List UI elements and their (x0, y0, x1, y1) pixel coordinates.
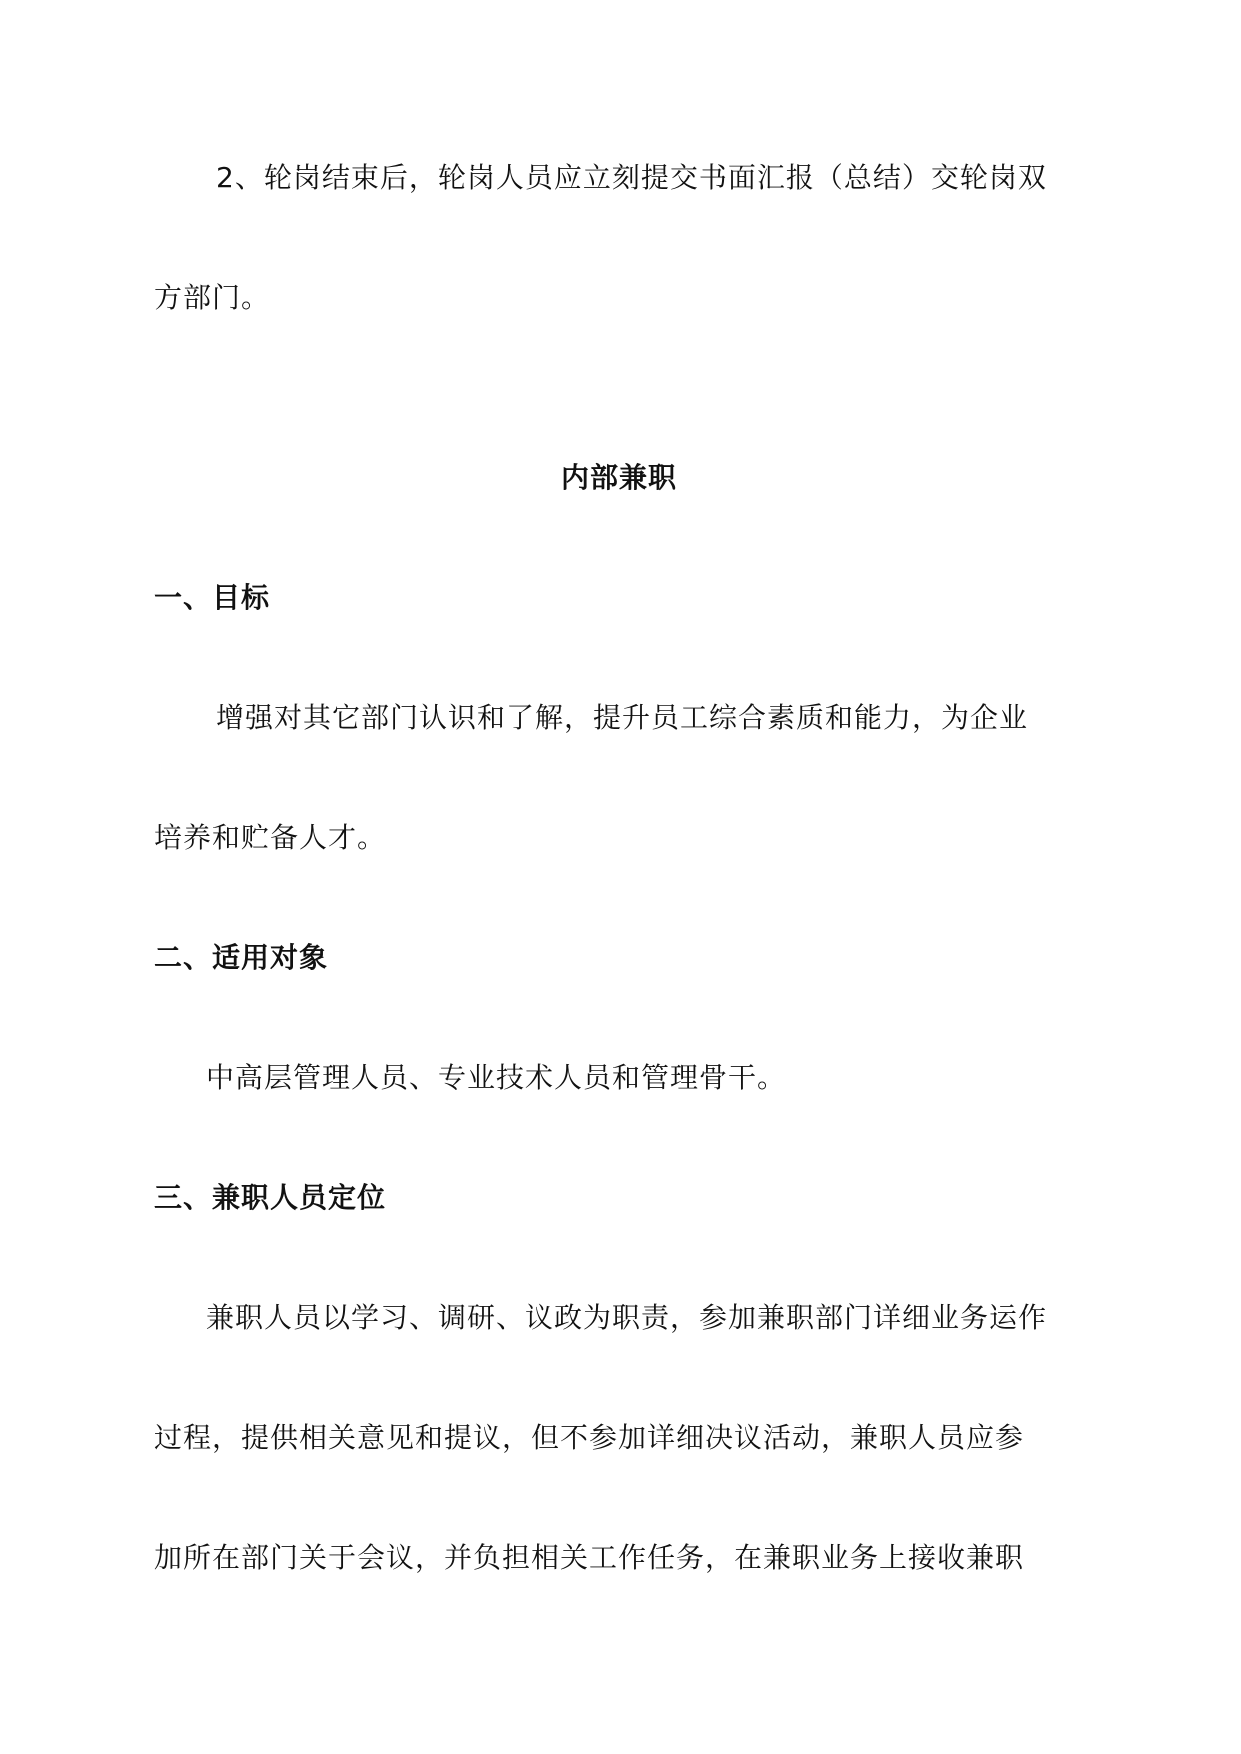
paragraph-line: 培养和贮备人才。 (154, 821, 387, 854)
section-heading: 三、兼职人员定位 (154, 1181, 387, 1214)
section-title: 内部兼职 (561, 461, 678, 494)
paragraph-line: 中高层管理人员、专业技术人员和管理骨干。 (206, 1061, 787, 1094)
paragraph-line: 兼职人员以学习、调研、议政为职责，参加兼职部门详细业务运作 (206, 1301, 1048, 1334)
paragraph-line: 加所在部门关于会议，并负担相关工作任务，在兼职业务上接收兼职 (154, 1541, 1025, 1574)
section-heading: 二、适用对象 (154, 941, 329, 974)
section-heading: 一、目标 (154, 581, 271, 614)
paragraph-line: 方部门。 (154, 281, 271, 314)
paragraph-line: 增强对其它部门认识和了解，提升员工综合素质和能力，为企业 (216, 701, 1029, 734)
paragraph-line: 过程，提供相关意见和提议，但不参加详细决议活动，兼职人员应参 (154, 1421, 1025, 1454)
paragraph-line: 2、轮岗结束后，轮岗人员应立刻提交书面汇报（总结）交轮岗双 (216, 161, 1047, 194)
